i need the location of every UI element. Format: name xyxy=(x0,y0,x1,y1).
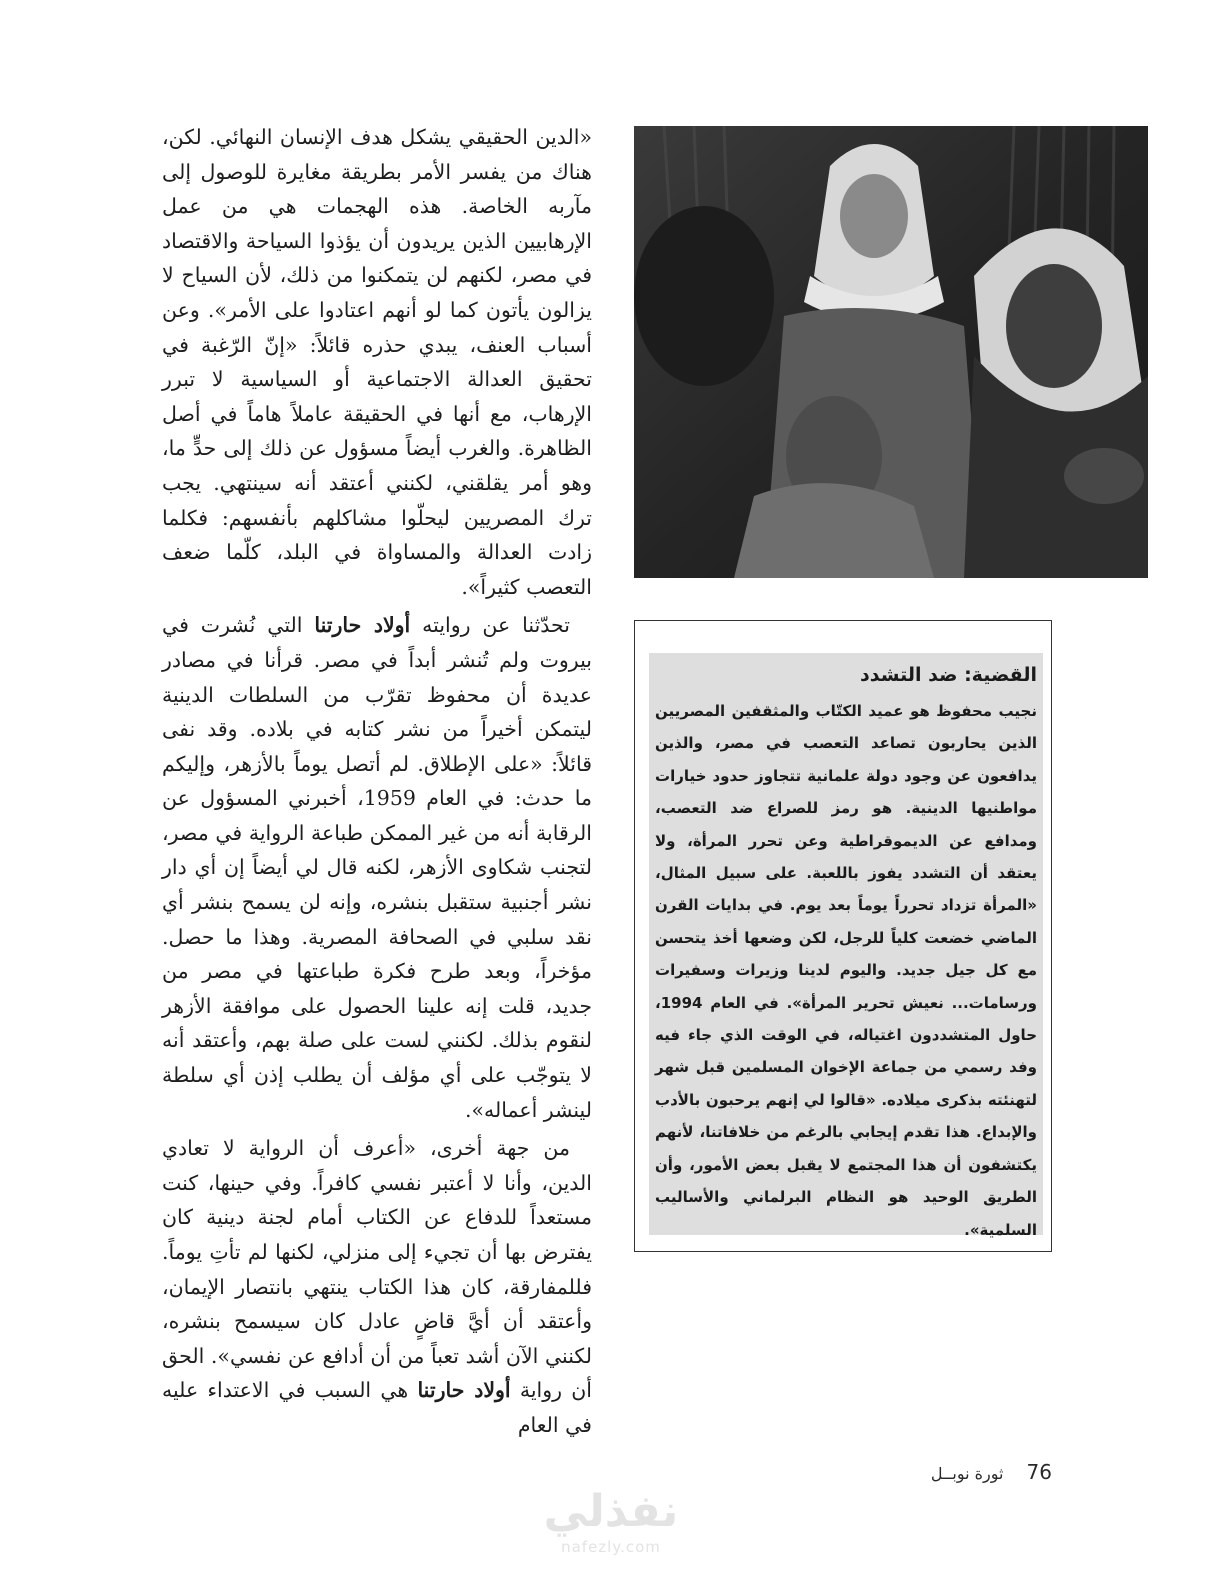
novel-title: أولاد حارتنا xyxy=(417,1378,511,1403)
article-text: التي نُشرت في بيروت ولم تُنشر أبداً في مصر. قرأنا في مصادر عديدة أن محفوظ تقرّب من السلطات الدينية ليتمكن أخيراً من نشر كتابه في بلاده. وقد نفى قائلاً: «على الإطلاق. لم أتصل يوماً بالأزهر، وإليكم ما حدث: في العام 1959، أخبرني المسؤول عن الرقابة أنه من غير الممكن طباعة الرواية في مصر، لتجنب شكاوى الأزهر، لكنه قال لي أيضاً إن أي دار نشر أجنبية ستقبل بنشره، وإنه لن يسمح بنشر أي نقد سلبي في الصحافة المصرية. وهذا ما حصل. مؤخراً، وبعد طرح فكرة طباعتها في مصر من جديد، قلت إنه علينا الحصول على موافقة الأزهر لنقوم بذلك. لكنني لست على صلة بهم، وأعتقد أنه لا يتوجّب على أي مؤلف أن يطلب إذن أي سلطة لينشر أعماله». xyxy=(162,613,592,1122)
sidebar-panel xyxy=(649,653,1043,1239)
article-paragraph-3 xyxy=(162,1131,592,1442)
article-paragraph-2 xyxy=(162,608,592,1127)
watermark xyxy=(536,1486,686,1556)
running-title: ثورة نوبــل xyxy=(930,1464,1004,1483)
photo-illustration xyxy=(634,126,1148,578)
sidebar-body: نجيب محفوظ هو عميد الكتّاب والمثقفين المصريين الذين يحاربون تصاعد التعصب في مصر، والذين يدافعون عن وجود دولة علمانية تتجاوز حدود خيارات مواطنيها الدينية. هو رمز للصراع ضد التعصب، ومدافع عن الديموقراطية وعن تحرر المرأة، ولا يعتقد أن التشدد يفوز باللعبة. على سبيل المثال، «المرأة تزداد تحرراً يوماً بعد يوم. في بدايات القرن الماضي خضعت كلياً للرجل، لكن وضعها أخذ يتحسن مع كل جيل جديد. واليوم لدينا وزيرات وسفيرات ورسامات... نعيش تحرير المرأة». في العام 1994، حاول المتشددون اغتياله، في الوقت الذي جاء فيه وفد رسمي من جماعة الإخوان المسلمين قبل شهر لتهنئته بذكرى ميلاده. «قالوا لي إنهم يرحبون بالأدب والإبداع. هذا تقدم إيجابي بالرغم من خلافاتنا، لأنهم يكتشفون أن هذا المجتمع لا يقبل بعض الأمور، وأن الطريق الوحيد هو النظام البرلماني والأساليب السلمية». xyxy=(655,702,1037,1239)
article-text: من جهة أخرى، «أعرف أن الرواية لا تعادي الدين، وأنا لا أعتبر نفسي كافراً. وفي حينها، كنت مستعداً للدفاع عن الكتاب أمام لجنة دينية كان يفترض بها أن تجيء إلى منزلي، لكنها لم تأتِ يوماً. فللمفارقة، كان هذا الكتاب ينتهي بانتصار الإيمان، وأعتقد أن أيَّ قاضٍ عادل كان سيسمح بنشره، لكنني الآن أشد تعباً من أن أدافع عن نفسي». الحق أن رواية xyxy=(162,1136,592,1403)
article-text: هي السبب في الاعتداء عليه في العام xyxy=(162,1378,592,1437)
article-text: تحدّثنا عن روايته xyxy=(410,613,570,638)
watermark-url: nafezly.com xyxy=(561,1538,661,1556)
page-footer xyxy=(931,1460,1052,1484)
page-number: 76 xyxy=(1026,1460,1052,1484)
sidebar-box xyxy=(634,620,1052,1252)
article-paragraph-1: «الدين الحقيقي يشكل هدف الإنسان النهائي. لكن، هناك من يفسر الأمر بطريقة مغايرة للوصول إلى مآربه الخاصة. هذه الهجمات هي من عمل الإرهابيين الذين يريدون أن يؤذوا السياحة والاقتصاد في مصر، لكنهم لن يتمكنوا من ذلك، لأن السياح لا يزالون يأتون كما لو أنهم اعتادوا على الأمر». وعن أسباب العنف، يبدي حذره قائلاً: «إنّ الرّغبة في تحقيق العدالة الاجتماعية أو السياسية لا تبرر الإرهاب، مع أنها في الحقيقة عاملاً هاماً في أصل الظاهرة. والغرب أيضاً مسؤول عن ذلك إلى حدٍّ ما، وهو أمر يقلقني، لكنني أعتقد أنه سينتهي. يجب ترك المصريين ليحلّوا مشاكلهم بأنفسهم: فكلما زادت العدالة والمساواة في البلد، كلّما ضعف التعصب كثيراً». xyxy=(162,125,592,599)
novel-title: أولاد حارتنا xyxy=(314,613,411,638)
watermark-logo: نفذلي xyxy=(543,1486,679,1537)
article-column xyxy=(162,120,592,1443)
sidebar-title: القضية: ضد التشدد xyxy=(860,664,1037,686)
photograph xyxy=(634,126,1148,578)
